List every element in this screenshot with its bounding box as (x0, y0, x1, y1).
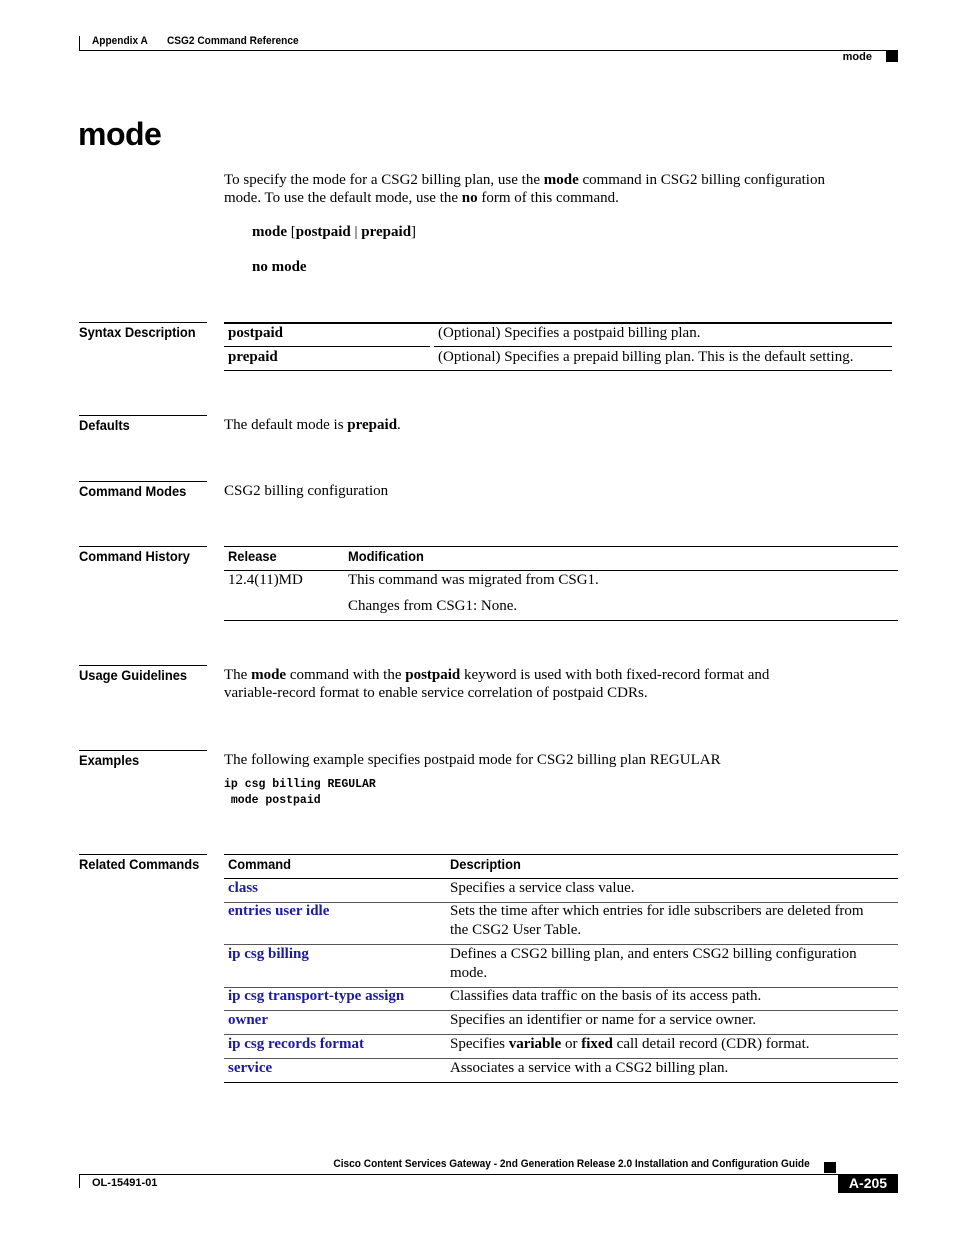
footer-rule-vertical (79, 1174, 80, 1188)
column-header-description: Description (450, 856, 521, 872)
section-syntax-description: Syntax Description (79, 322, 207, 340)
page-title: mode (78, 116, 162, 152)
related-description: Sets the time after which entries for idle subscribers are deleted from (450, 903, 864, 919)
table-rule-mid (434, 346, 892, 347)
header-marker (886, 51, 898, 62)
column-header-command: Command (228, 856, 291, 872)
related-link-service[interactable]: service (228, 1060, 273, 1076)
related-description: the CSG2 User Table. (450, 922, 582, 938)
section-examples: Examples (79, 750, 207, 768)
related-description: Specifies a service class value. (450, 880, 635, 896)
related-link-ip-csg-records-format[interactable]: ip csg records format (228, 1036, 364, 1052)
header-rule-vertical (79, 36, 80, 50)
syntax-line: mode [postpaid | prepaid] (252, 224, 417, 240)
defaults-text: The default mode is prepaid. (224, 417, 401, 433)
footer-rule (79, 1174, 898, 1175)
table-rule-top (224, 854, 898, 855)
related-link-owner[interactable]: owner (228, 1012, 268, 1028)
header-rule (79, 50, 898, 51)
examples-text: The following example specifies postpaid mode for CSG2 billing plan REGULAR (224, 752, 721, 768)
history-release: 12.4(11)MD (228, 572, 303, 588)
section-defaults: Defaults (79, 415, 207, 433)
syntax-desc: (Optional) Specifies a prepaid billing plan. This is the default setting. (438, 349, 854, 365)
related-description: Specifies an identifier or name for a service owner. (450, 1012, 757, 1028)
code-line: ip csg billing REGULAR (224, 778, 376, 791)
related-description: Associates a service with a CSG2 billing plan. (450, 1060, 729, 1076)
section-command-history: Command History (79, 546, 207, 564)
table-rule-top (224, 546, 898, 547)
history-modification: This command was migrated from CSG1. (348, 572, 599, 588)
related-link-class[interactable]: class (228, 880, 258, 896)
syntax-term: prepaid (228, 349, 278, 365)
command-modes-text: CSG2 billing configuration (224, 483, 389, 499)
section-related-commands: Related Commands (79, 854, 207, 872)
footer-marker (824, 1162, 836, 1173)
header-chapter: CSG2 Command Reference (167, 35, 299, 47)
footer-doc-id: OL-15491-01 (92, 1177, 158, 1189)
table-rule-bottom (224, 620, 898, 621)
syntax-desc: (Optional) Specifies a postpaid billing plan. (438, 325, 701, 341)
usage-paragraph: The mode command with the postpaid keyword is used with both fixed-record format and variable-record format to enable service correlation of postpaid CDRs. (224, 667, 770, 701)
header-appendix: Appendix A (92, 35, 148, 47)
section-usage-guidelines: Usage Guidelines (79, 665, 207, 683)
section-command-modes: Command Modes (79, 481, 207, 499)
intro-paragraph: To specify the mode for a CSG2 billing plan, use the mode command in CSG2 billing configuration mode. To use the default mode, use the no form of this command. (224, 172, 825, 206)
table-rule-bottom (224, 1082, 898, 1083)
related-description: Defines a CSG2 billing plan, and enters CSG2 billing configuration (450, 946, 857, 962)
table-rule-bottom (224, 370, 892, 371)
related-description: mode. (450, 965, 488, 981)
syntax-no-line: no mode (252, 259, 307, 275)
related-link-ip-csg-billing[interactable]: ip csg billing (228, 946, 309, 962)
syntax-term: postpaid (228, 325, 284, 341)
page-number: A-205 (838, 1174, 898, 1193)
related-link-entries-user-idle[interactable]: entries user idle (228, 903, 330, 919)
related-description: Classifies data traffic on the basis of its access path. (450, 988, 762, 1004)
column-header-release: Release (228, 548, 277, 564)
code-line: mode postpaid (224, 794, 321, 807)
history-modification: Changes from CSG1: None. (348, 598, 518, 614)
header-running-title: mode (842, 51, 872, 63)
table-rule-mid (224, 346, 430, 347)
related-description: Specifies variable or fixed call detail record (CDR) format. (450, 1036, 810, 1052)
related-link-ip-csg-transport-type-assign[interactable]: ip csg transport-type assign (228, 988, 405, 1004)
footer-guide-title: Cisco Content Services Gateway - 2nd Generation Release 2.0 Installation and Configuration Guide (333, 1158, 810, 1170)
column-header-modification: Modification (348, 548, 424, 564)
